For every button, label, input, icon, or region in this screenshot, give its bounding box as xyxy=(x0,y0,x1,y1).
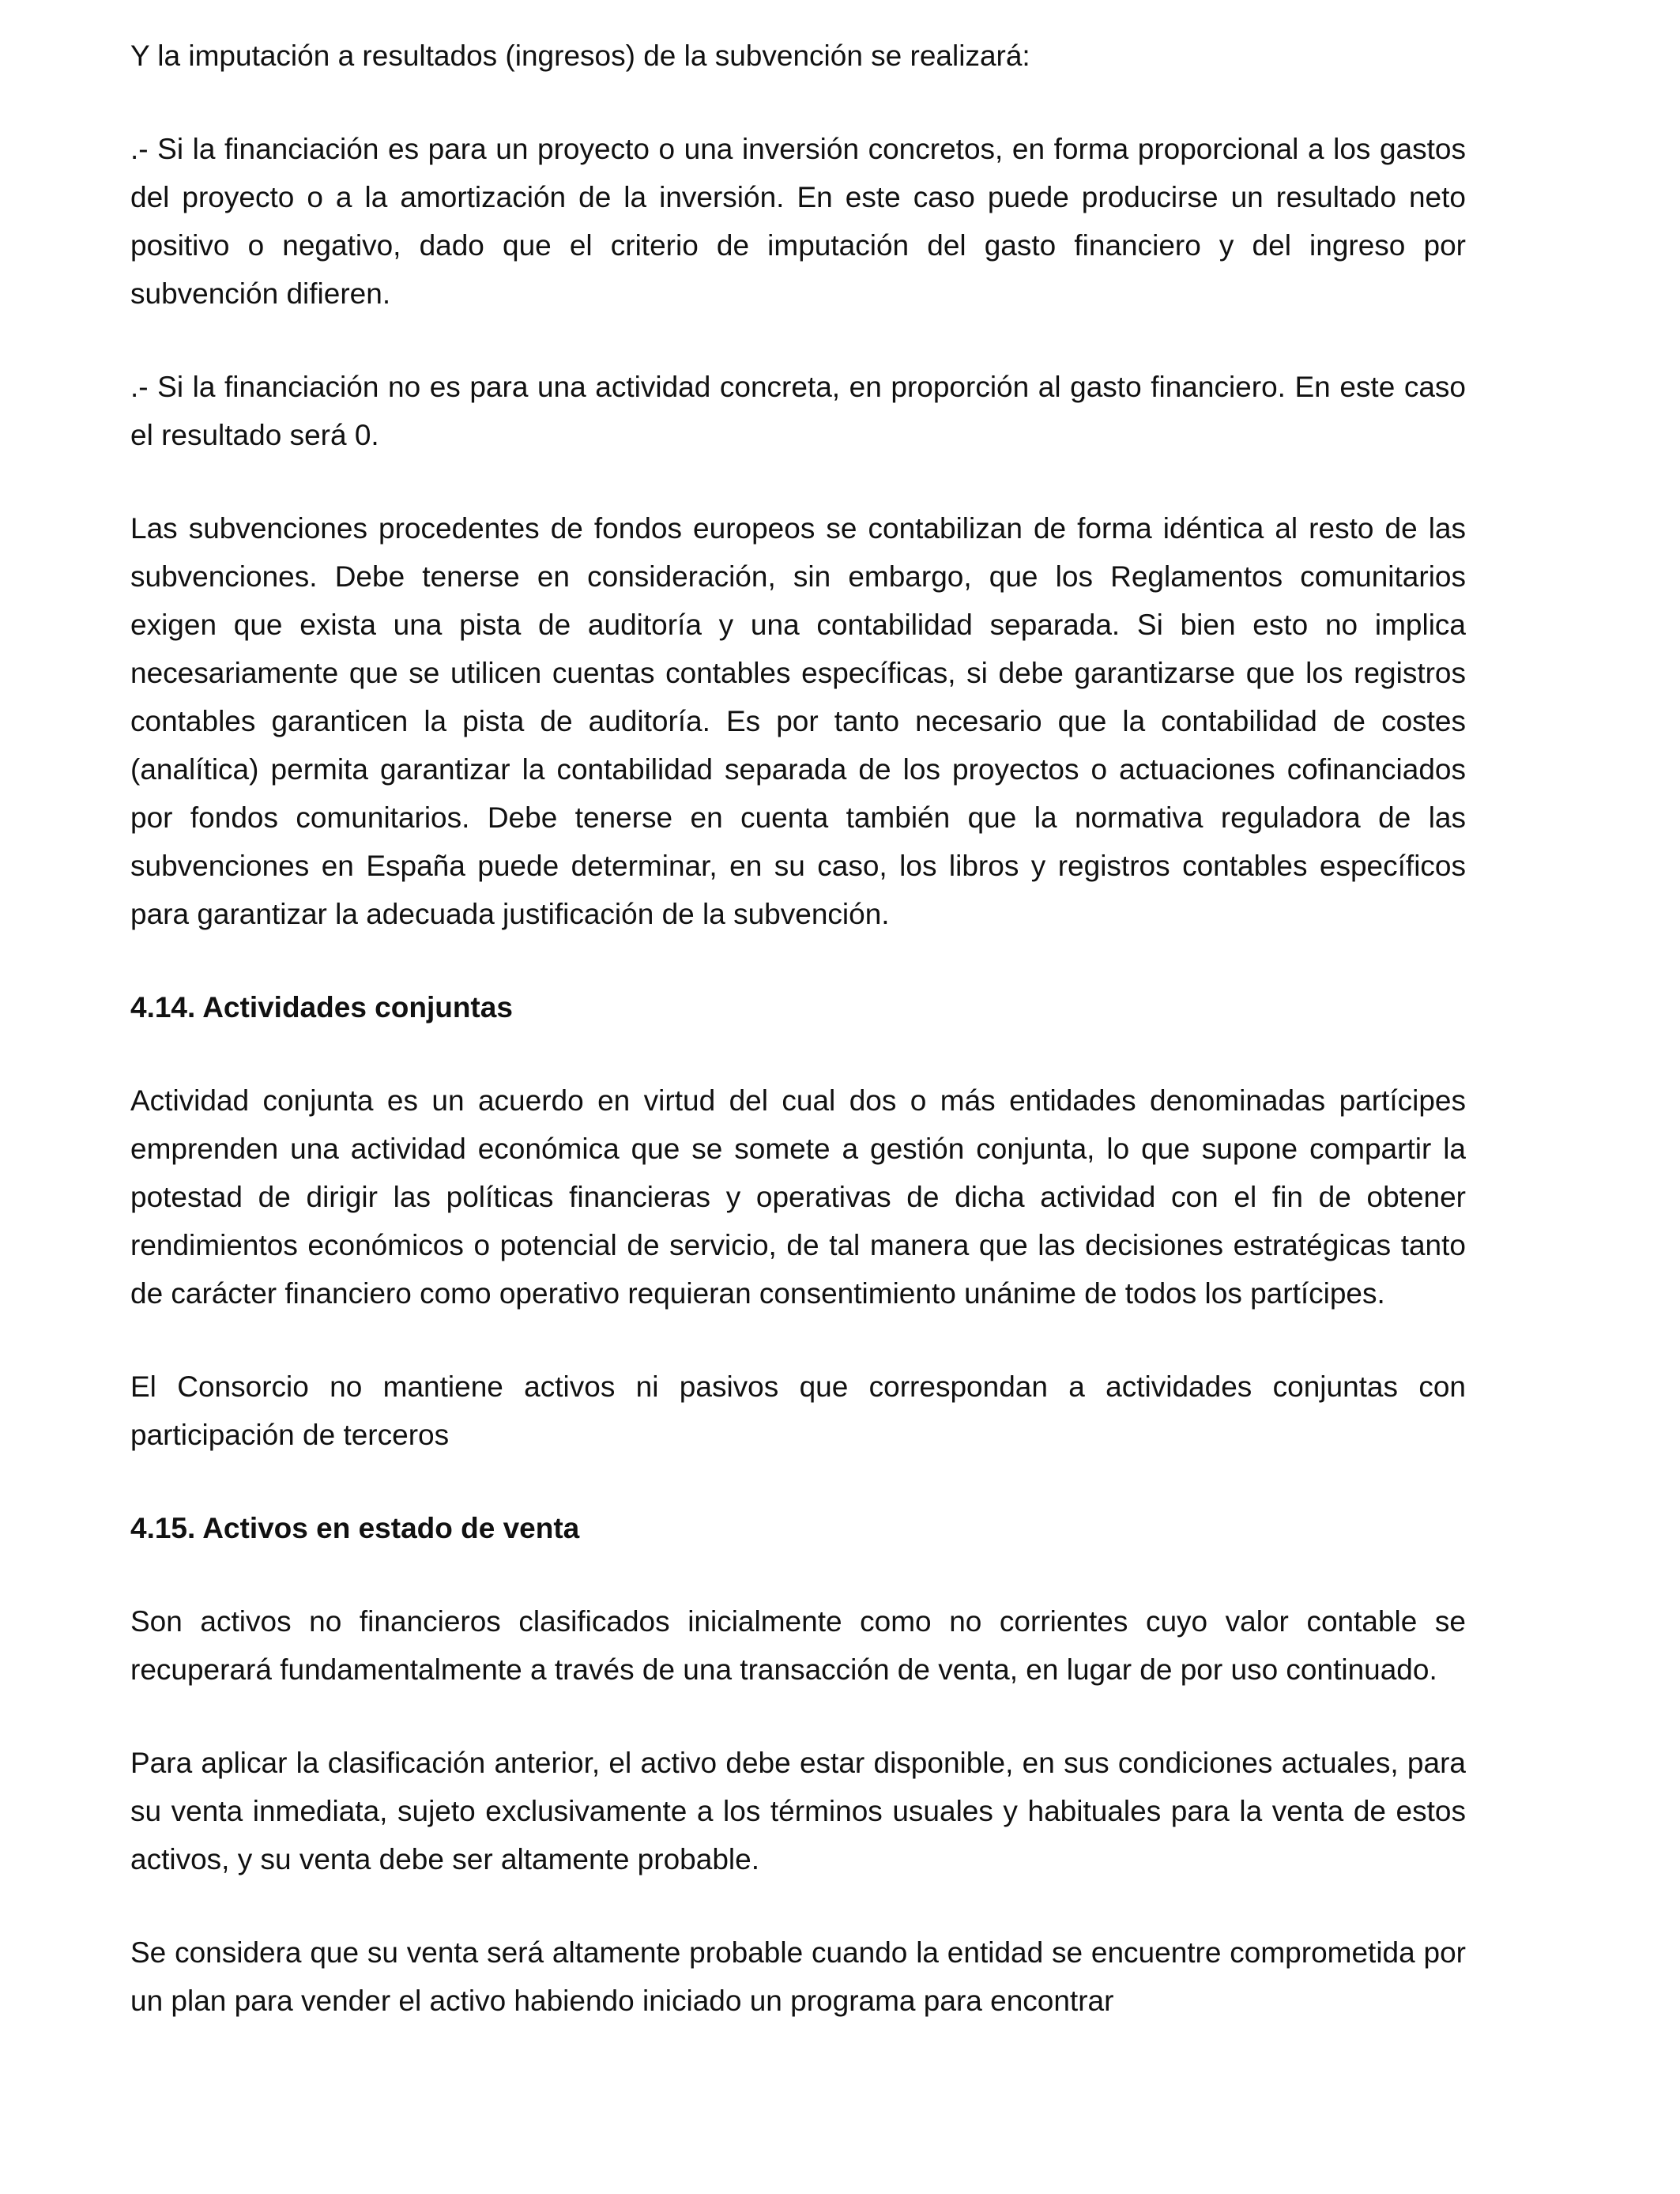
spacer xyxy=(130,1459,1466,1504)
spacer xyxy=(130,80,1466,125)
section-heading-joint-activities: 4.14. Actividades conjuntas xyxy=(130,991,513,1023)
spacer xyxy=(130,1031,1466,1076)
spacer xyxy=(130,1552,1466,1597)
paragraph-assets-definition: Son activos no financieros clasificados inicialmente como no corrientes cuyo valor contable se recuperará fundamentalmente a través de una transacción de venta, en lugar de por uso continuado. xyxy=(130,1605,1466,1686)
paragraph-european-funds: Las subvenciones procedentes de fondos europeos se contabilizan de forma idéntica al resto de las subvenciones. Debe tenerse en consideración, sin embargo, que los Reglamentos comunitarios exigen que exista una pista de auditoría y una contabilidad separada. Si bien esto no implica necesariamente que se utilicen cuentas contables específicas, si debe garantizarse que los registros contables garanticen la pista de auditoría. Es por tanto necesario que la contabilidad de costes (analítica) permita garantizar la contabilidad separada de los proyectos o actuaciones cofinanciados por fondos comunitarios. Debe tenerse en cuenta también que la normativa reguladora de las subvenciones en España puede determinar, en su caso, los libros y registros contables específicos para garantizar la adecuada justificación de la subvención. xyxy=(130,512,1466,930)
paragraph-joint-activity-definition: Actividad conjunta es un acuerdo en virtud del cual dos o más entidades denominadas partícipes emprenden una actividad económica que se somete a gestión conjunta, lo que supone compartir la potestad de dirigir las políticas financieras y operativas de dicha actividad con el fin de obtener rendimientos económicos o potencial de servicio, de tal manera que las decisiones estratégicas tanto de carácter financiero como operativo requieran consentimiento unánime de todos los partícipes. xyxy=(130,1084,1466,1310)
paragraph-highly-probable-sale: Se considera que su venta será altamente probable cuando la entidad se encuentre comprometida por un plan para vender el activo habiendo iniciado un programa para encontrar xyxy=(130,1936,1466,2017)
section-heading-assets-for-sale: 4.15. Activos en estado de venta xyxy=(130,1512,580,1544)
bullet-paragraph-project: .- Si la financiación es para un proyecto o una inversión concretos, en forma proporcional a los gastos del proyecto o a la amortización de la inversión. En este caso puede producirse un resultado neto positivo o negativo, dado que el criterio de imputación del gasto financiero y del ingreso por subvención difieren. xyxy=(130,133,1466,310)
spacer xyxy=(130,318,1466,363)
intro-paragraph: Y la imputación a resultados (ingresos) de la subvención se realizará: xyxy=(130,40,1030,72)
paragraph-classification-conditions: Para aplicar la clasificación anterior, el activo debe estar disponible, en sus condiciones actuales, para su venta inmediata, sujeto exclusivamente a los términos usuales y habituales para la venta de estos activos, y su venta debe ser altamente probable. xyxy=(130,1747,1466,1875)
spacer xyxy=(130,1318,1466,1363)
spacer xyxy=(130,459,1466,504)
paragraph-consortium-statement: El Consorcio no mantiene activos ni pasivos que correspondan a actividades conjuntas con participación de terceros xyxy=(130,1370,1466,1451)
spacer xyxy=(130,1883,1466,1928)
document-page xyxy=(130,32,1466,2025)
bullet-paragraph-general: .- Si la financiación no es para una actividad concreta, en proporción al gasto financiero. En este caso el resultado será 0. xyxy=(130,371,1466,451)
spacer xyxy=(130,938,1466,983)
spacer xyxy=(130,1694,1466,1739)
